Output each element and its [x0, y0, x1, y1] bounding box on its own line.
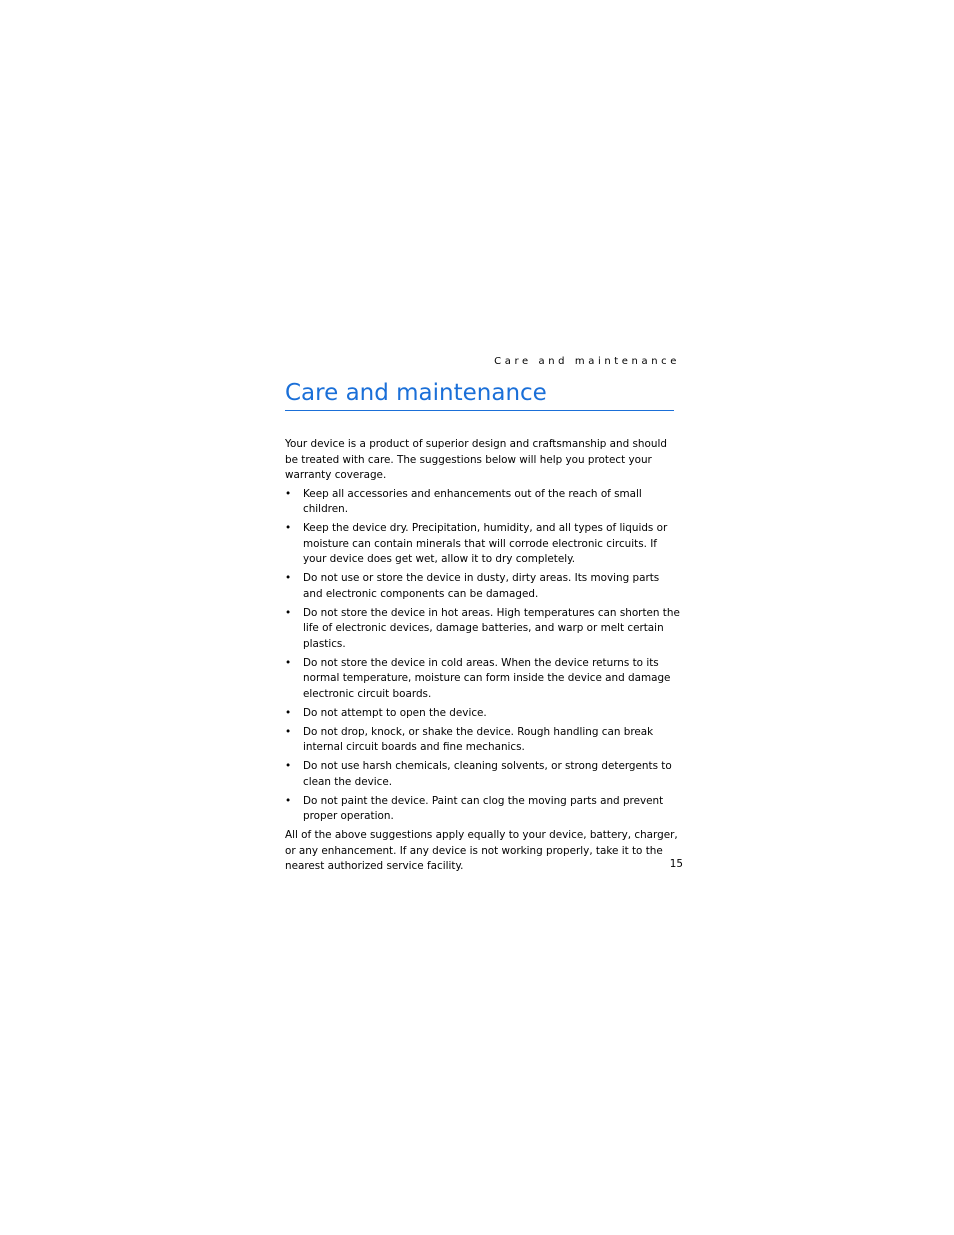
- list-item: [285, 487, 682, 518]
- bullet-icon: •: [285, 487, 292, 500]
- list-item-text: Do not use or store the device in dusty, dirty areas. Its moving parts and electronic components can be damaged.: [303, 572, 660, 600]
- list-item: [285, 725, 682, 756]
- bullet-icon: •: [285, 725, 292, 738]
- list-item-text: Keep the device dry. Precipitation, humidity, and all types of liquids or moisture can contain minerals that will corrode electronic circuits. If your device does get wet, allow it to dry completely.: [303, 522, 668, 565]
- list-item: [285, 656, 682, 703]
- list-item: [285, 606, 682, 653]
- content-body: [285, 437, 682, 875]
- care-tips-list: [285, 487, 682, 825]
- list-item-text: Do not paint the device. Paint can clog the moving parts and prevent proper operation.: [303, 794, 664, 822]
- bullet-icon: •: [285, 572, 292, 584]
- list-item-text: Do not drop, knock, or shake the device. Rough handling can break internal circuit boards and fine mechanics.: [303, 725, 654, 753]
- list-item: [285, 794, 682, 825]
- intro-paragraph: Your device is a product of superior design and craftsmanship and should be treated with care. The suggestions below will help you protect your warranty coverage.: [285, 438, 667, 481]
- bullet-icon: •: [285, 522, 292, 534]
- bullet-icon: •: [285, 606, 292, 619]
- list-item-text: Do not store the device in hot areas. High temperatures can shorten the life of electronic devices, damage batteries, and warp or melt certain plastics.: [303, 606, 680, 650]
- page-title: Care and maintenance: [285, 380, 547, 406]
- list-item: [285, 521, 682, 568]
- list-item-text: Do not use harsh chemicals, cleaning solvents, or strong detergents to clean the device.: [303, 760, 672, 788]
- list-item-text: Do not attempt to open the device.: [303, 706, 487, 719]
- running-header: Care and maintenance: [494, 356, 680, 367]
- list-item: [285, 571, 682, 602]
- bullet-icon: •: [285, 760, 292, 772]
- list-item-text: Do not store the device in cold areas. When the device returns to its normal temperature, moisture can form inside the device and damage electronic circuit boards.: [303, 656, 671, 700]
- bullet-icon: •: [285, 706, 292, 719]
- list-item: [285, 759, 682, 790]
- title-rule: [285, 410, 674, 411]
- bullet-icon: •: [285, 656, 292, 669]
- bullet-icon: •: [285, 794, 292, 807]
- page-number: 15: [669, 858, 683, 870]
- list-item-text: Keep all accessories and enhancements out of the reach of small children.: [303, 487, 642, 515]
- closing-paragraph: All of the above suggestions apply equally to your device, battery, charger, or any enhancement. If any device is not working properly, take it to the nearest authorized service facility.: [285, 829, 678, 872]
- list-item: [285, 706, 682, 722]
